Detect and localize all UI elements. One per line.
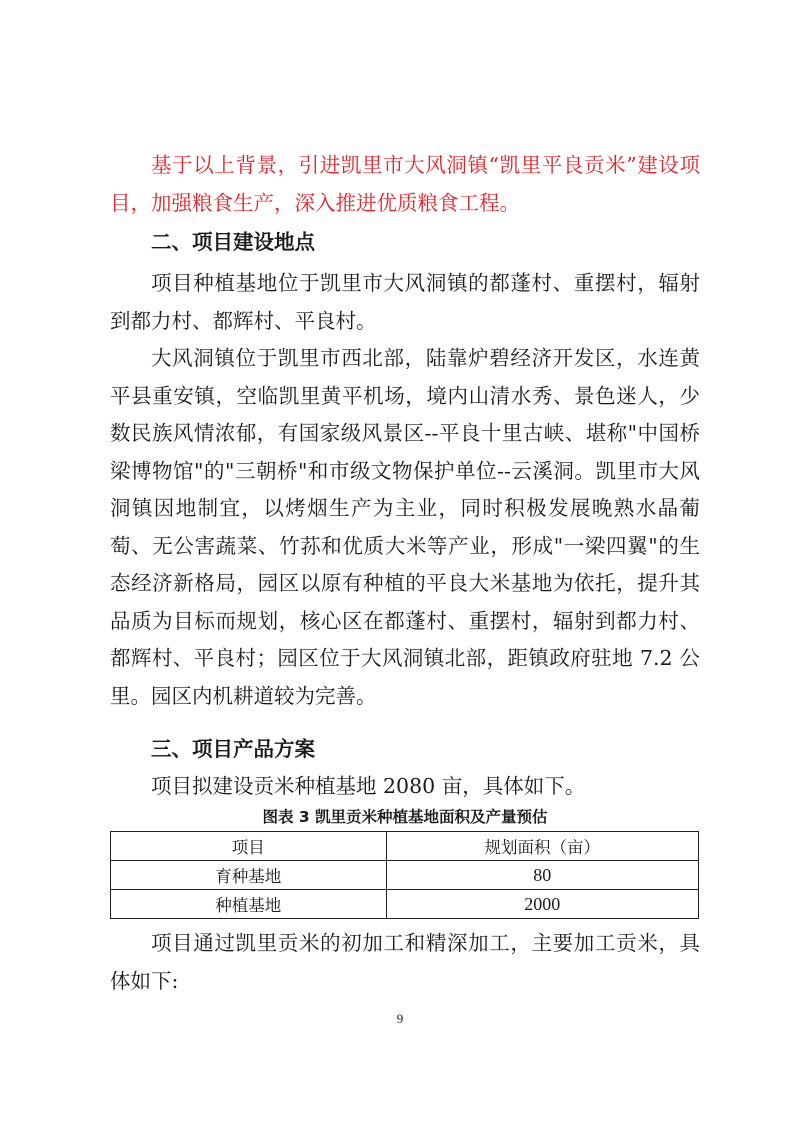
location-paragraph: 项目种植基地位于凯里市大风洞镇的都蓬村、重摆村，辐射到都力村、都辉村、平良村。: [110, 271, 700, 333]
row-item-name: 种植基地: [111, 890, 387, 919]
row-item-name: 育种基地: [111, 861, 387, 890]
row-area-value: 2000: [386, 890, 699, 919]
table-header-row: [111, 832, 699, 861]
table-row: [111, 890, 699, 919]
section-heading-product-plan: 三、项目产品方案: [151, 737, 315, 761]
header-item: 项目: [111, 832, 387, 861]
processing-paragraph: 项目通过凯里贡米的初加工和精深加工，主要加工贡米，具体如下:: [110, 931, 700, 993]
row-area-value: 80: [386, 861, 699, 890]
product-plan-paragraph: 项目拟建设贡米种植基地 2080 亩，具体如下。: [151, 774, 586, 798]
planting-base-table: [110, 831, 699, 919]
table-caption: 图表 3 凯里贡米种植基地面积及产量预估: [262, 808, 548, 826]
header-planned-area: 规划面积（亩）: [386, 832, 699, 861]
town-description-paragraph: 大风洞镇位于凯里市西北部，陆靠炉碧经济开发区，水连黄平县重安镇，空临凯里黄平机场，境内山清水秀、景色迷人，少数民族风情浓郁，有国家级风景区--平良十里古峡、堪称"中国桥梁博物馆"的"三朝桥"和市级文物保护单位--云溪洞。凯里市大风洞镇因地制宜，以烤烟生产为主业，同时积极发展晚熟水晶葡萄、无公害蔬菜、竹荪和优质大米等产业，形成"一梁四翼"的生态经济新格局，园区以原有种植的平良大米基地为依托，提升其品质为目标而规划，核心区在都蓬村、重摆村，辐射到都力村、都辉村、平良村；园区位于大风洞镇北部，距镇政府驻地 7.2 公里。园区内机耕道较为完善。: [110, 346, 700, 708]
table-row: [111, 861, 699, 890]
section-heading-location: 二、项目建设地点: [151, 230, 315, 254]
page-number: 9: [396, 1011, 404, 1026]
intro-paragraph: 基于以上背景，引进凯里市大风洞镇“凯里平良贡米”建设项目，加强粮食生产，深入推进优质粮食工程。: [110, 153, 700, 215]
